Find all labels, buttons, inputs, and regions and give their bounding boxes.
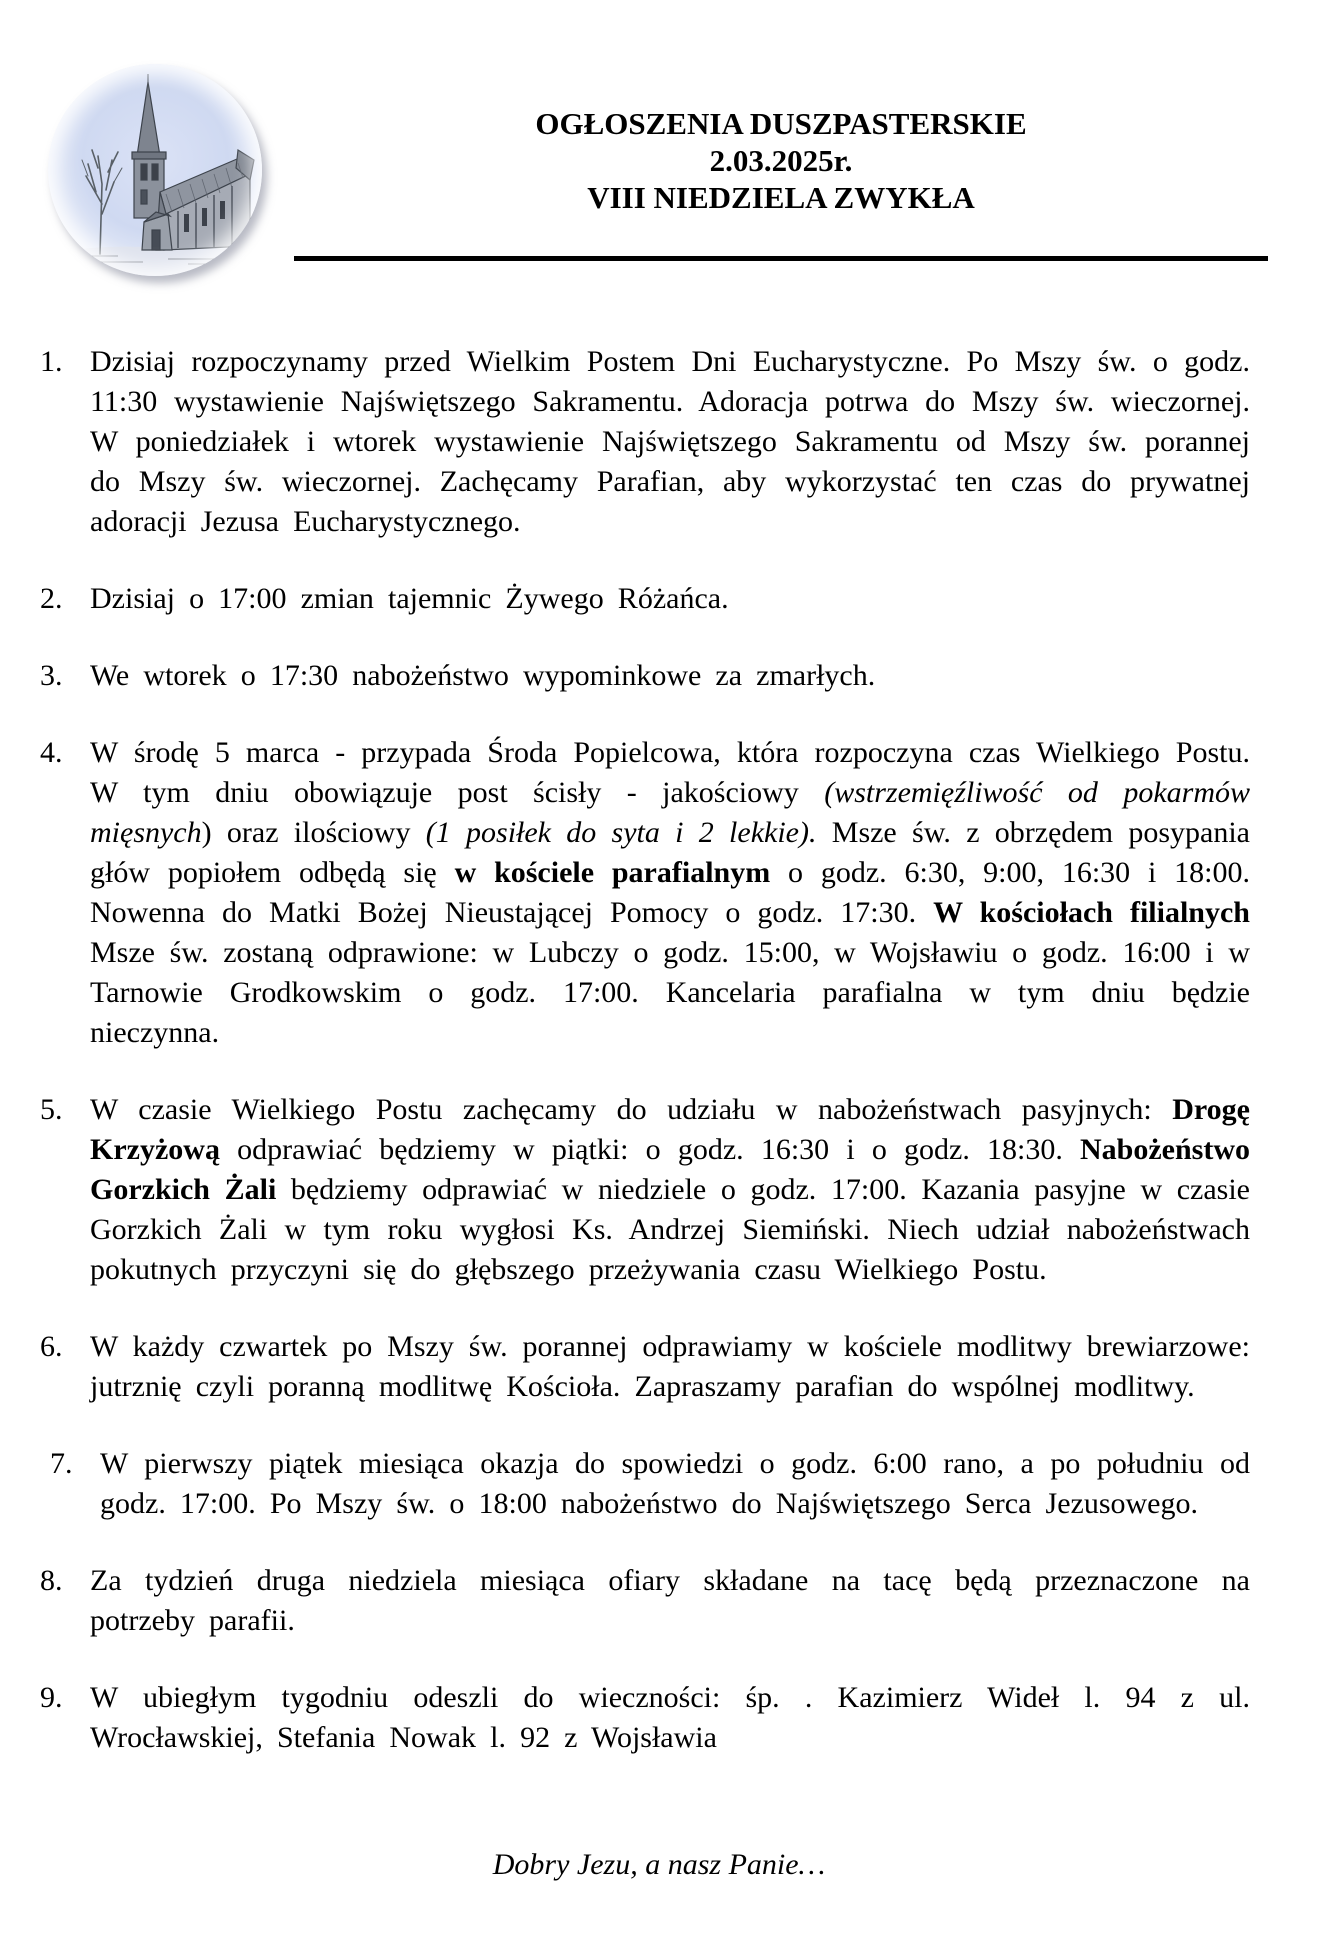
text-run: o godz. 6:30, 9:00, 16:30 i 18:00. Nowenna do Matki Bożej Nieustającej Pomocy o godz. 17:30. xyxy=(90,856,1250,929)
item-number: 6. xyxy=(40,1330,63,1363)
item-number: 8. xyxy=(40,1564,63,1597)
spacer xyxy=(0,1758,1318,1845)
text-run: W ubiegłym tygodniu odeszli do wieczności: śp. . Kazimierz Wideł l. 94 z ul. Wrocławskiej, Stefania Nowak l. 92 z Wojsławia xyxy=(90,1681,1250,1754)
header-date: 2.03.2025r. xyxy=(709,143,853,178)
text-run: w kościele parafialnym xyxy=(454,856,771,889)
text-run: W środę 5 marca - przypada Środa Popielcowa, która rozpoczyna czas Wielkiego Postu. W tym dniu obowiązuje post ścisły - jakościowy xyxy=(90,736,1250,809)
text-run: Dzisiaj o 17:00 zmian tajemnic Żywego Różańca. xyxy=(90,582,729,615)
text-run: W kościołach filialnych xyxy=(933,896,1250,929)
text-run: W pierwszy piątek miesiąca okazja do spowiedzi o godz. 6:00 rano, a po południu od godz. 17:00. Po Mszy św. o 18:00 nabożeństwo do Najświętszego Serca Jezusowego. xyxy=(100,1447,1250,1520)
text-run: odprawiać będziemy w piątki: o godz. 16:30 i o godz. 18:30. xyxy=(219,1133,1080,1166)
text-run: będziemy odprawiać w niedziele o godz. 17:00. Kazania pasyjne w czasie Gorzkich Żali w tym roku wygłosi Ks. Andrzej Siemiński. Niech udział nabożeństwach pokutnych przyczyni się do głębszego przeżywania czasu Wielkiego Postu. xyxy=(90,1173,1250,1286)
page-title: OGŁOSZENIA DUSZPASTERSKIE xyxy=(535,106,1027,141)
announcement-item xyxy=(40,1327,1250,1407)
item-text xyxy=(90,1327,1250,1407)
header-titles xyxy=(294,64,1268,261)
announcement-item xyxy=(40,1561,1250,1641)
footer-prayer: Dobry Jezu, a nasz Panie… xyxy=(492,1848,826,1881)
item-text xyxy=(90,733,1250,1053)
text-run: We wtorek o 17:30 nabożeństwo wypominkowe za zmarłych. xyxy=(90,659,876,692)
text-run: Drogę Krzyżową xyxy=(90,1093,1250,1166)
item-number: 2. xyxy=(40,582,63,615)
item-text xyxy=(90,1678,1250,1758)
header xyxy=(0,0,1318,276)
church-image xyxy=(48,64,262,276)
text-run: W każdy czwartek po Mszy św. porannej odprawiamy w kościele modlitwy brewiarzowe: jutrznię czyli poranną modlitwę Kościoła. Zapraszamy parafian do wspólnej modlitwy. xyxy=(90,1330,1250,1403)
header-divider xyxy=(294,256,1268,261)
item-number: 1. xyxy=(40,345,63,378)
announcement-item xyxy=(40,1678,1250,1758)
announcement-item xyxy=(40,733,1250,1053)
text-run: Msze św. z obrzędem posypania głów popiołem odbędą się xyxy=(90,816,1250,889)
item-number: 9. xyxy=(40,1681,63,1714)
item-number: 7. xyxy=(50,1447,73,1480)
announcement-item xyxy=(40,579,1250,619)
text-run: Za tydzień druga niedziela miesiąca ofiary składane na tacę będą przeznaczone na potrzeby parafii. xyxy=(90,1564,1250,1637)
header-subtitle: VIII NIEDZIELA ZWYKŁA xyxy=(587,180,975,215)
item-text xyxy=(90,342,1250,542)
announcement-item xyxy=(40,656,1250,696)
text-run: (wstrzemięźliwość od pokarmów mięsnych xyxy=(90,776,1250,849)
announcement-item xyxy=(40,1444,1250,1524)
text-run: Nabożeństwo Gorzkich Żali xyxy=(90,1133,1250,1206)
text-run: ) oraz ilościowy xyxy=(201,816,426,849)
announcement-list xyxy=(0,342,1318,1758)
announcement-item xyxy=(40,342,1250,542)
text-run: Dzisiaj rozpoczynamy przed Wielkim Postem Dni Eucharystyczne. Po Mszy św. o godz. 11:30 wystawienie Najświętszego Sakramentu. Adoracja potrwa do Mszy św. wieczornej. W poniedziałek i wtorek wystawienie Najświętszego Sakramentu od Mszy św. porannej do Mszy św. wieczornej. Zachęcamy Parafian, aby wykorzystać ten czas do prywatnej adoracji Jezusa Eucharystycznego. xyxy=(90,345,1250,538)
text-run: (1 posiłek do syta i 2 lekkie). xyxy=(425,816,817,849)
announcement-item xyxy=(40,1090,1250,1290)
item-text xyxy=(90,1090,1250,1290)
item-text xyxy=(90,1561,1250,1641)
item-text xyxy=(100,1444,1250,1524)
item-number: 5. xyxy=(40,1093,63,1126)
text-run: W czasie Wielkiego Postu zachęcamy do udziału w nabożeństwach pasyjnych: xyxy=(90,1093,1173,1126)
church-etching-svg xyxy=(48,64,262,276)
item-text xyxy=(90,656,1250,696)
item-text xyxy=(90,579,1250,619)
item-number: 4. xyxy=(40,736,63,769)
item-number: 3. xyxy=(40,659,63,692)
text-run: Msze św. zostaną odprawione: w Lubczy o godz. 15:00, w Wojsławiu o godz. 16:00 i w Tarnowie Grodkowskim o godz. 17:00. Kancelaria parafialna w tym dniu będzie nieczynna. xyxy=(90,936,1250,1049)
